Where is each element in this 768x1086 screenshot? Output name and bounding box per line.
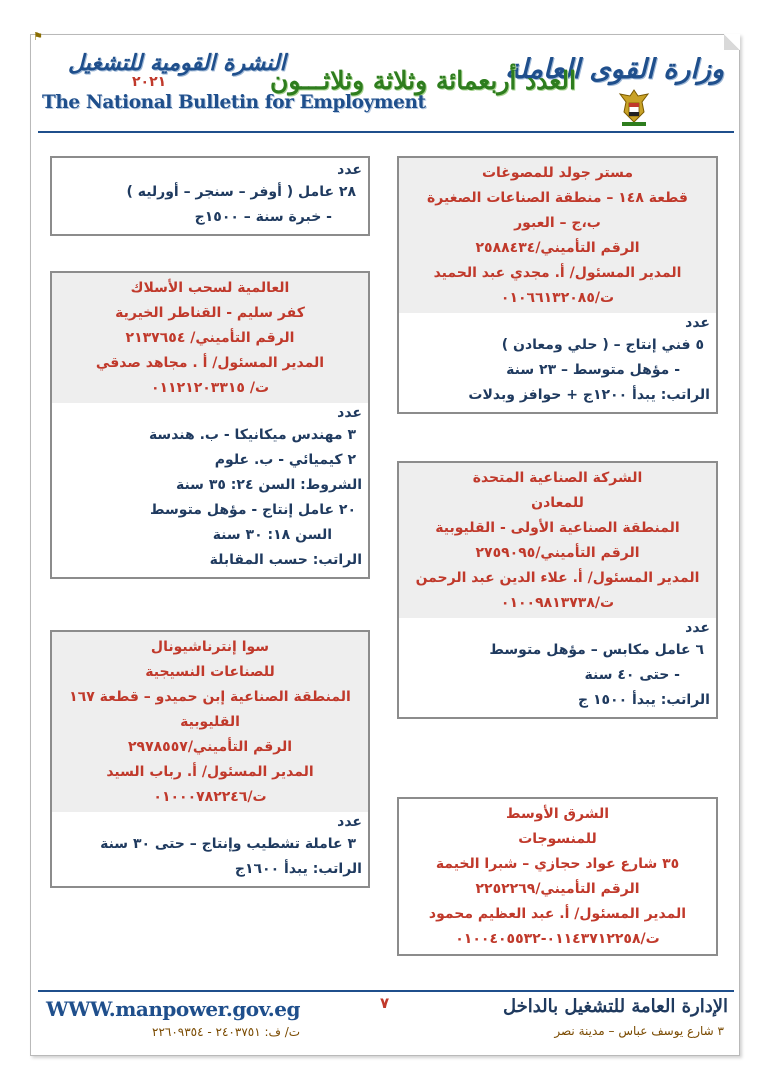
salary-line: الراتب: حسب المقابلة	[209, 552, 362, 568]
company-name-2: للمنسوجات	[518, 831, 597, 847]
header-divider	[38, 131, 734, 133]
job-requirement: السن ١٨: ٣٠ سنة	[212, 527, 332, 543]
page-number: ٧	[380, 994, 390, 1012]
company-info	[52, 273, 368, 403]
job-card-swa-international	[50, 630, 370, 888]
count-label: عدد	[52, 812, 368, 832]
phone-number: ت/٠١٠٠٠٧٨٢٢٤٦	[153, 789, 267, 805]
bulletin-year: ٢٠٢١	[132, 74, 167, 90]
company-address-2: القليوبية	[180, 714, 240, 730]
footer-divider	[38, 990, 734, 992]
job-list	[52, 423, 368, 577]
manager-name: المدير المسئول/ أ. رباب السيد	[106, 764, 314, 780]
job-card-middle-east-textiles	[397, 797, 718, 956]
company-info	[52, 632, 368, 812]
header	[38, 44, 734, 130]
job-card-united-industrial	[397, 461, 718, 719]
website-link[interactable]: WWW.manpower.gov.eg	[46, 997, 300, 1021]
ministry-title: وزارة القوى العاملة	[505, 54, 724, 85]
company-name: مستر جولد للمصوغات	[481, 165, 634, 181]
company-address: كفر سليم - القناطر الخيرية	[115, 305, 305, 321]
eagle-emblem-icon	[614, 86, 654, 128]
count-label: عدد	[52, 403, 368, 423]
phone-number: ت/ ٠١١٢١٢٠٣٣١٥	[150, 380, 270, 396]
company-name-2: للمعادن	[531, 495, 584, 511]
company-info	[399, 158, 716, 313]
company-address: ٣٥ شارع عواد حجازي – شبرا الخيمة	[435, 856, 680, 872]
phone-number: ت/٠١٠٠٩٨١٣٧٣٨	[500, 595, 615, 611]
job-list	[399, 638, 716, 717]
count-label: عدد	[399, 618, 716, 638]
phone-number: ت/٠١٠٦٦١٣٢٠٨٥	[500, 290, 615, 306]
insurance-number: الرقم التأميني/ ٢١٣٧٦٥٤	[125, 330, 295, 346]
job-card-sewing-workers	[50, 156, 370, 236]
job-item: ٢ كيميائي - ب. علوم	[214, 452, 356, 468]
count-label: عدد	[399, 313, 716, 333]
footer-phone: ت/ ف: ٢٤٠٣٧٥١ - ٢٢٦٠٩٣٥٤	[152, 1025, 301, 1039]
job-list	[399, 333, 716, 412]
issue-title: العدد أربعمائة وثلاثة وثلاثـــون	[270, 66, 576, 95]
company-address: المنطقة الصناعية الأولى - القليوبية	[435, 520, 680, 536]
footer-address: ٣ شارع يوسف عباس – مدينة نصر	[554, 1024, 724, 1038]
manager-name: المدير المسئول/ أ. علاء الدين عبد الرحمن	[415, 570, 700, 586]
insurance-number: الرقم التأميني/٢٥٨٨٤٣٤	[475, 240, 640, 256]
job-item: ٥ فني إنتاج – ( حلي ومعادن )	[501, 337, 704, 353]
bulletin-title-arabic: النشرة القومية للتشغيل	[68, 50, 286, 76]
company-address: قطعة ١٤٨ – منطقة الصناعات الصغيرة	[427, 190, 688, 206]
footer-department: الإدارة العامة للتشغيل بالداخل	[502, 996, 728, 1017]
job-card-global-wire	[50, 271, 370, 579]
job-list	[52, 180, 368, 234]
pin-icon: ⚑	[33, 30, 43, 43]
bulletin-title-english: The National Bulletin for Employment	[42, 92, 426, 113]
salary-line: الراتب: يبدأ ١٢٠٠ج + حوافز وبدلات	[468, 387, 710, 403]
job-item: ٢٨ عامل ( أوفر – سنجر – أورليه )	[126, 184, 356, 200]
job-requirement: - حتى ٤٠ سنة	[584, 667, 680, 683]
insurance-number: الرقم التأميني/٢٢٥٢٢٦٩	[475, 881, 640, 897]
company-name: الشرق الأوسط	[505, 806, 610, 822]
job-requirement: - مؤهل متوسط – ٢٣ سنة	[506, 362, 680, 378]
job-list	[52, 832, 368, 886]
job-card-mr-gold	[397, 156, 718, 414]
company-address: المنطقة الصناعية إبن حميدو – قطعة ١٦٧	[69, 689, 351, 705]
company-name: العالمية لسحب الأسلاك	[130, 280, 290, 296]
insurance-number: الرقم التأميني/٢٩٧٨٥٥٧	[127, 739, 292, 755]
company-address-2: ب،ج – العبور	[514, 215, 601, 231]
company-info	[399, 799, 716, 954]
company-name: الشركة الصناعية المتحدة	[472, 470, 643, 486]
manager-name: المدير المسئول/ أ . مجاهد صدقي	[95, 355, 325, 371]
phone-number: ت/٠١١٤٣٧١٢٢٥٨-٠١٠٠٤٠٥٥٣٢	[455, 931, 660, 947]
salary-line: الراتب: يبدأ ١٦٠٠ج	[234, 861, 362, 877]
job-requirement: - خبرة سنة – ١٥٠٠ج	[194, 209, 332, 225]
company-name: سوا إنترناشيونال	[150, 639, 270, 655]
manager-name: المدير المسئول/ أ. عبد العظيم محمود	[428, 906, 687, 922]
salary-line: الراتب: يبدأ ١٥٠٠ ج	[577, 692, 710, 708]
conditions-line: الشروط: السن ٢٤: ٣٥ سنة	[175, 477, 362, 493]
job-item: ٢٠ عامل إنتاج - مؤهل متوسط	[150, 502, 356, 518]
job-item: ٦ عامل مكابس – مؤهل متوسط	[489, 642, 704, 658]
insurance-number: الرقم التأميني/٢٧٥٩٠٩٥	[475, 545, 640, 561]
manager-name: المدير المسئول/ أ. مجدي عبد الحميد	[433, 265, 682, 281]
company-info	[399, 463, 716, 618]
company-name-2: للصناعات النسيجية	[145, 664, 275, 680]
job-item: ٣ عاملة تشطيب وإنتاج – حتى ٣٠ سنة	[100, 836, 356, 852]
job-item: ٣ مهندس ميكانيكا - ب. هندسة	[148, 427, 356, 443]
count-label: عدد	[52, 158, 368, 180]
